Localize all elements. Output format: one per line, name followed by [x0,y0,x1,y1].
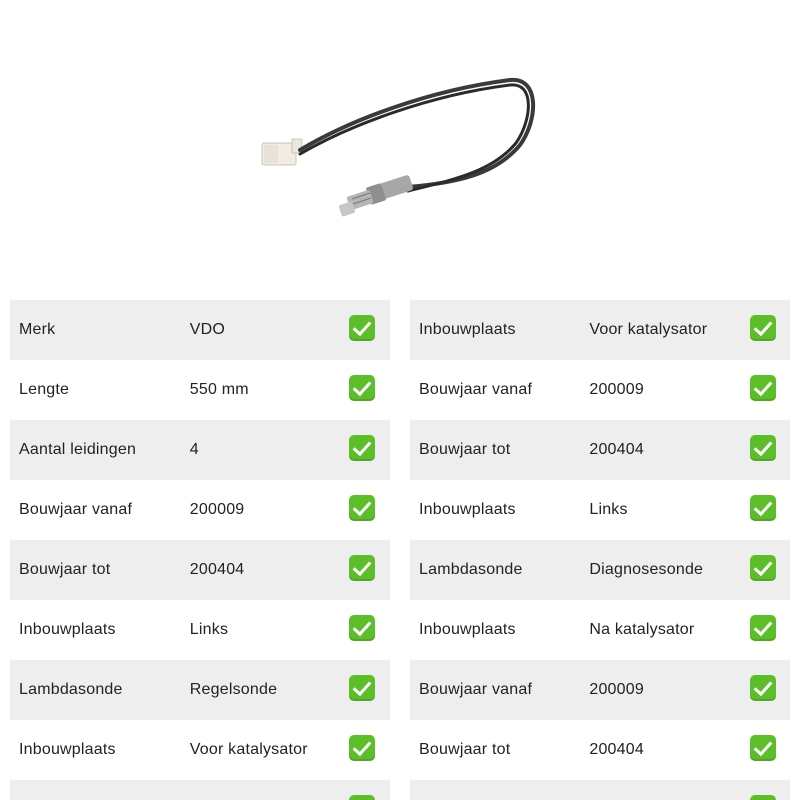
check-icon [349,615,375,641]
table-row [10,540,390,600]
spec-label [410,780,588,800]
check-icon [750,315,776,341]
spec-label [10,780,189,800]
spec-label: Bouwjaar tot [419,441,511,458]
spec-label: Lambdasonde [419,561,523,578]
table-row [10,720,390,780]
sensor-body-icon [338,174,413,216]
spec-value: Links [189,621,229,638]
lambda-sensor-cable-image [240,65,560,240]
table-row [10,480,390,540]
spec-label: Bouwjaar vanaf [419,381,533,398]
spec-label: Bouwjaar tot [19,561,111,578]
table-row [410,600,790,660]
spec-label: Merk [19,321,56,338]
connector-plug-icon [262,139,302,165]
spec-label: Bouwjaar vanaf [19,501,133,518]
spec-label: Aantal leidingen [19,441,137,458]
table-row [10,420,390,480]
check-icon [349,735,375,761]
table-row [410,540,790,600]
check-icon [750,375,776,401]
check-icon [349,495,375,521]
check-icon [750,735,776,761]
check-icon [349,555,375,581]
spec-tables [10,300,790,800]
spec-value: 200404 [589,441,644,458]
spec-label: Inbouwplaats [419,621,516,638]
table-row [410,780,790,800]
table-row [410,420,790,480]
spec-value: 200009 [589,681,644,698]
check-icon [349,795,375,800]
check-icon [750,555,776,581]
check-icon [750,675,776,701]
check-icon [349,315,375,341]
spec-value: Na katalysator [589,621,695,638]
table-row [410,480,790,540]
table-row [410,660,790,720]
spec-value: Diagnosesonde [589,561,704,578]
spec-label: Inbouwplaats [19,621,116,638]
spec-value: VDO [189,321,226,338]
table-row [10,600,390,660]
table-row [10,780,390,800]
spec-table-left [10,300,390,800]
table-row [10,660,390,720]
table-row [410,300,790,360]
table-row [410,360,790,420]
spec-value [189,780,349,800]
spec-value: Regelsonde [189,681,278,698]
spec-label: Inbouwplaats [419,321,516,338]
spec-label: Inbouwplaats [419,501,516,518]
spec-value: Voor katalysator [589,321,708,338]
check-icon [750,495,776,521]
check-icon [349,675,375,701]
check-icon [750,615,776,641]
spec-value: Links [589,501,628,518]
spec-value: 200404 [189,561,245,578]
spec-value [588,780,748,800]
spec-value: 550 mm [189,381,249,398]
spec-value: 200009 [589,381,644,398]
spec-label: Lambdasonde [19,681,123,698]
check-icon [349,375,375,401]
check-icon [750,795,776,800]
table-row [10,300,390,360]
check-icon [349,435,375,461]
check-icon [750,435,776,461]
spec-label: Inbouwplaats [19,741,116,758]
spec-value: 200009 [189,501,245,518]
spec-value: Voor katalysator [189,741,308,758]
spec-label: Bouwjaar vanaf [419,681,533,698]
table-row [10,360,390,420]
spec-label: Bouwjaar tot [419,741,511,758]
spec-table-right [410,300,790,800]
table-row [410,720,790,780]
spec-value: 200404 [589,741,644,758]
spec-value: 4 [189,441,199,458]
spec-label: Lengte [19,381,70,398]
